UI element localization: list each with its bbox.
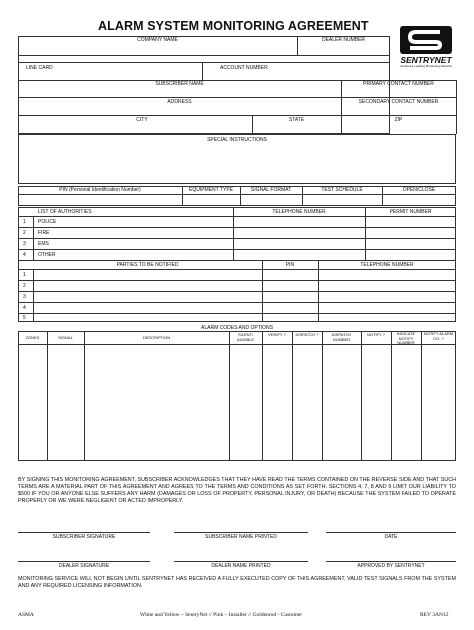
authorities-telephone-header: TELEPHONE NUMBER [272, 209, 326, 215]
sentrynet-s-icon [396, 22, 456, 56]
dealer-name-printed-field[interactable] [174, 549, 308, 561]
column-indicate-notify-number: INDICATE NOTIFY NUMBER [396, 331, 416, 345]
zip-label: ZIP [394, 117, 403, 123]
equipment-type-label: EQUIPMENT TYPE [189, 187, 233, 193]
column-silent-audible: SILENT/ AUDIBLE [236, 332, 255, 342]
column-dispatch: DISPATCH ? [295, 332, 319, 337]
pin-label: PIN (Personal Identification Number) [59, 187, 141, 193]
line-card-label: LINE CARD [26, 65, 53, 71]
account-number-field[interactable] [280, 64, 388, 78]
subscriber-signature-field[interactable] [18, 520, 150, 532]
subscriber-name-label: SUBSCRIBER NAME [155, 81, 204, 87]
subscriber-name-printed-field[interactable] [174, 520, 308, 532]
address-label: ADDRESS [167, 99, 192, 105]
footer-left: ASMA [18, 612, 34, 618]
parties-telephone-header: TELEPHONE NUMBER [360, 262, 414, 268]
form-title: ALARM SYSTEM MONITORING AGREEMENT [98, 19, 369, 33]
party-row-number: 3 [23, 294, 26, 300]
sentrynet-logo [396, 22, 456, 68]
row-number: 4 [23, 252, 26, 258]
company-name-field[interactable] [19, 44, 296, 54]
party-row-number: 2 [23, 283, 26, 289]
pin-field[interactable] [19, 195, 181, 205]
row-number: 1 [23, 219, 26, 225]
party-row-number: 4 [23, 305, 26, 311]
authorities-permit-header: PERMIT NUMBER [389, 209, 432, 215]
authority-name: EMS [38, 241, 49, 247]
authority-name: POLICE [38, 219, 57, 225]
date-label: DATE [384, 534, 398, 540]
parties-pin-header: PIN [285, 262, 295, 268]
equipment-type-field[interactable] [183, 195, 239, 205]
column-verify: VERIFY ? [268, 332, 286, 337]
column-signal: SIGNAL [58, 335, 73, 340]
test-schedule-label: TEST SCHEDULE [321, 187, 363, 193]
approved-by-label: APPROVED BY SENTRYNET [357, 563, 425, 569]
address-field[interactable] [19, 106, 340, 114]
party-row-number: 1 [23, 272, 26, 278]
account-number-label: ACCOUNT NUMBER [220, 65, 268, 71]
authorities-header: LIST OF AUTHORITIES [38, 209, 92, 215]
authority-name: FIRE [38, 230, 50, 236]
alarm-codes-entry-area[interactable] [19, 345, 455, 460]
signal-format-field[interactable] [241, 195, 301, 205]
party-row-number: 5 [23, 315, 26, 321]
column-notify: NOTIFY ? [367, 332, 385, 337]
column-description: DESCRIPTION [142, 335, 171, 340]
dealer-number-field[interactable] [298, 44, 389, 54]
state-label: STATE [288, 117, 305, 123]
parties-header: PARTIES TO BE NOTIFIED [116, 262, 179, 268]
logo-tagline: America's Leading Monitoring Network [400, 64, 452, 68]
dealer-signature-field[interactable] [18, 549, 150, 561]
special-instructions-field[interactable] [20, 144, 454, 182]
dealer-signature-label: DEALER SIGNATURE [58, 563, 110, 569]
footer-revision: REV 3AN12 [420, 612, 449, 618]
column-dispatch-number: DISPATCH NUMBER [331, 332, 352, 342]
date-field[interactable] [326, 520, 456, 532]
subscriber-name-field[interactable] [19, 88, 340, 96]
dealer-name-printed-label: DEALER NAME PRINTED [211, 563, 271, 569]
state-field[interactable] [253, 124, 340, 133]
row-number: 2 [23, 230, 26, 236]
open-close-label: OPEN/CLOSE [402, 187, 436, 193]
special-instructions-label: SPECIAL INSTRUCTIONS [207, 137, 267, 143]
column-zones: ZONES [25, 335, 40, 340]
authority-name: OTHER [38, 252, 56, 258]
open-close-field[interactable] [383, 195, 455, 205]
signal-format-label: SIGNAL FORMAT [250, 187, 292, 193]
dealer-number-label: DEALER NUMBER [321, 37, 366, 43]
footer-copy-distribution: White and Yellow – SentryNet // Pink – Installer // Goldenrod - Customer [140, 612, 303, 618]
agreement-text: BY SIGNING THIS MONITORING AGREEMENT, SUBSCRIBER ACKNOWLEDGES THAT THEY HAVE READ THE TERMS CONTAINED ON THE REVERSE SIDE AND THAT SUCH TERMS ARE A MATERIAL PART OF THIS AGREEMENT AND AGREES TO THE TERMS AND CONDITIONS AS SET FORTH. SECTIONS 4, 7, 8 AND 9 LIMIT OUR LIABILITY TO $500 IF YOU OR ANYONE ELSE SUFFERS ANY HARM (DAMAGES OR LOSS OF PROPERTY, PERSONAL INJURY, OR DEATH) BECAUSE THE SYSTEM FAILED TO OPERATE PROPERLY OR WE WERE NEGLIGENT OR ACTED IMPROPERLY. [18, 477, 456, 504]
column-notify-alarm-co: NOTIFY ALARM CO. ? [423, 331, 454, 341]
line-card-field[interactable] [60, 64, 200, 78]
subscriber-signature-label: SUBSCRIBER SIGNATURE [52, 534, 116, 540]
secondary-contact-field[interactable] [342, 106, 455, 114]
alarm-codes-header: ALARM CODES AND OPTIONS [201, 325, 273, 331]
monitoring-notice: MONITORING SERVICE WILL NOT BEGIN UNTIL SENTRYNET HAS RECEIVED A FULLY EXECUTED COPY OF THIS AGREEMENT, VALID TEST SIGNALS FROM THE SYSTEM AND ANY REQUIRED LICENSING INFORMATION. [18, 576, 456, 589]
subscriber-name-printed-label: SUBSCRIBER NAME PRINTED [205, 534, 277, 540]
test-schedule-field[interactable] [303, 195, 381, 205]
secondary-contact-label: SECONDARY CONTACT NUMBER [358, 99, 439, 105]
city-label: CITY [136, 117, 148, 123]
row-number: 3 [23, 241, 26, 247]
zip-field[interactable] [342, 124, 455, 133]
approved-by-field[interactable] [326, 549, 456, 561]
primary-contact-field[interactable] [342, 88, 455, 96]
primary-contact-label: PRIMARY CONTACT NUMBER [363, 81, 434, 87]
logo-brand: SENTRYNET [400, 55, 452, 65]
company-name-label: COMPANY NAME [137, 37, 178, 43]
city-field[interactable] [19, 124, 251, 133]
